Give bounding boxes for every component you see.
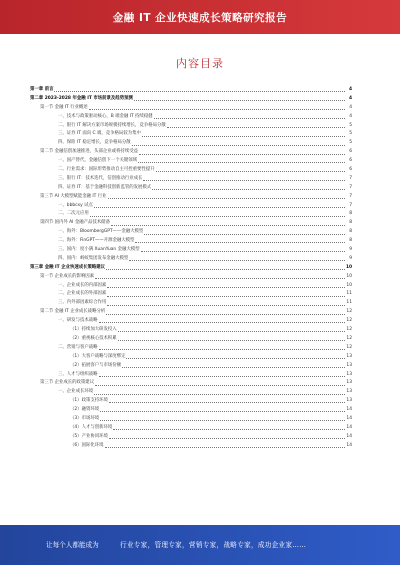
toc-entry[interactable]: [30, 148, 352, 157]
toc-entry[interactable]: [30, 424, 352, 433]
toc-dot-leader: [156, 166, 345, 172]
toc-dot-leader: [54, 86, 345, 92]
toc-entry-text: （6）国际化环境: [70, 442, 104, 448]
toc-dot-leader: [99, 344, 345, 350]
toc-page-number: 7: [349, 175, 352, 181]
toc-entry-text: 第二节 金融信创加速推进，头部企业或将持续受益: [40, 149, 138, 155]
toc-entry-text: 第四节 国内外 AI 金融产品技术储备: [40, 220, 110, 226]
toc-page-number: 10: [346, 264, 353, 270]
toc-page-number: 13: [346, 371, 352, 377]
toc-dot-leader: [154, 113, 345, 119]
toc-dot-leader: [134, 95, 345, 101]
toc-dot-leader: [100, 415, 345, 421]
toc-page-number: 5: [349, 140, 352, 146]
toc-dot-leader: [107, 299, 345, 305]
toc-entry-text: 三、内外部因素综合作用: [58, 300, 107, 306]
toc-page-number: 13: [346, 389, 352, 395]
toc-entry-text: 一、bbbcxy 试点: [58, 202, 93, 208]
toc-page-number: 13: [346, 353, 352, 359]
toc-entry[interactable]: [30, 379, 352, 388]
toc-page-number: 6: [349, 158, 352, 164]
toc-entry-text: 第二章 2023-2028 年金融 IT 市场前景及趋势预测: [30, 95, 133, 101]
toc-page-number: 4: [348, 95, 352, 101]
toc-entry-text: 二、银行 IT 解决方案市场规模持续增长，竞争格局分散: [58, 122, 166, 128]
toc-entry[interactable]: [30, 202, 352, 211]
toc-page-number: 7: [349, 193, 352, 199]
toc-dot-leader: [141, 246, 345, 252]
toc-entry[interactable]: [30, 104, 352, 113]
toc-entry[interactable]: [30, 290, 352, 299]
toc-page-number: 6: [349, 149, 352, 155]
toc-dot-leader: [152, 184, 345, 190]
toc-entry[interactable]: [30, 95, 352, 104]
toc-dot-leader: [118, 335, 345, 341]
toc-dot-leader: [109, 397, 345, 403]
toc-entry[interactable]: [30, 210, 352, 219]
toc-entry[interactable]: [30, 193, 352, 202]
toc-page-number: 14: [346, 424, 352, 430]
toc-dot-leader: [105, 442, 345, 448]
toc-page-number: 10: [346, 282, 352, 288]
toc-dot-leader: [107, 282, 345, 288]
toc-page-number: 12: [346, 318, 352, 324]
toc-entry-text: 第二节 金融 IT 企业成长战略分析: [40, 309, 106, 315]
report-header: [0, 0, 400, 34]
toc-entry[interactable]: [30, 388, 352, 397]
toc-entry[interactable]: [30, 282, 352, 291]
toc-dot-leader: [99, 371, 345, 377]
toc-entry-text: 四、国内：蚂蚁集团发布金融大模型: [58, 255, 129, 261]
toc-page-number: 4: [348, 87, 352, 92]
toc-entry[interactable]: [30, 433, 352, 442]
toc-entry[interactable]: [30, 397, 352, 406]
toc-entry-text: 一、国产替代，金融信创下一个关键领域: [58, 158, 138, 164]
toc-dot-leader: [94, 202, 345, 208]
toc-dot-leader: [108, 193, 345, 199]
toc-dot-leader: [111, 219, 345, 225]
toc-entry-text: 二、二次元应用: [58, 211, 89, 217]
toc-entry[interactable]: [30, 130, 352, 139]
toc-entry[interactable]: [30, 237, 352, 246]
toc-page-number: 14: [346, 407, 352, 413]
toc-entry[interactable]: [30, 184, 352, 193]
toc-entry-text: 三、证券 IT 面向 C 端，竞争格局较为集中: [58, 131, 141, 137]
toc-entry-text: 一、企业成长的内部因素: [58, 282, 107, 288]
toc-entry[interactable]: [30, 353, 352, 362]
toc-entry[interactable]: [30, 255, 352, 264]
toc-entry-text: （2）融资环境: [70, 407, 100, 413]
toc-entry[interactable]: [30, 415, 352, 424]
toc-dot-leader: [118, 326, 345, 332]
toc-page-number: 5: [349, 131, 352, 137]
toc-dot-leader: [129, 255, 345, 261]
toc-entry-text: 二、营销与客户战略: [58, 344, 98, 350]
toc-entry[interactable]: [30, 335, 352, 344]
toc-entry[interactable]: [30, 264, 352, 273]
toc-entry-text: （1）政策支持环境: [70, 398, 108, 404]
toc-entry[interactable]: [30, 219, 352, 228]
footer-slogan-right: 行业专家，管理专家，营销专家，战略专家，成功企业家……: [120, 541, 307, 549]
toc-dot-leader: [94, 388, 345, 394]
toc-entry-text: 三、国内：度小满 XuanYuan 金融大模型: [58, 247, 140, 253]
toc-entry-text: （5）产业协同环境: [70, 433, 108, 439]
toc-dot-leader: [113, 424, 345, 430]
toc-page-number: 12: [346, 344, 352, 350]
toc-entry-text: 第三节 AI 大模型赋能金融 IT 行业: [40, 193, 107, 199]
toc-dot-leader: [89, 104, 345, 110]
toc-dot-leader: [122, 362, 345, 368]
toc-entry[interactable]: [30, 273, 352, 282]
toc-dot-leader: [139, 148, 345, 154]
toc-page-number: 9: [349, 255, 352, 261]
toc-page-number: 11: [346, 291, 352, 297]
toc-entry-text: 一、技术与政策驱动核心，B 端金融 IT 持续稳健: [58, 113, 153, 119]
toc-entry[interactable]: [30, 362, 352, 371]
toc-page-number: 6: [349, 167, 352, 173]
toc-dot-leader: [100, 406, 345, 412]
toc-page-number: 11: [346, 300, 352, 306]
footer-banner: [0, 525, 400, 565]
toc-dot-leader: [107, 290, 345, 296]
toc-entry-text: 三、人才与组织战略: [58, 371, 98, 377]
toc-page-number: 8: [349, 220, 352, 226]
toc-dot-leader: [138, 157, 345, 163]
toc-dot-leader: [109, 433, 345, 439]
toc-dot-leader: [106, 308, 345, 314]
toc-dot-leader: [167, 122, 345, 128]
toc-heading: 内容目录: [176, 57, 224, 70]
toc-entry[interactable]: [30, 308, 352, 317]
toc-entry-text: 一、海外：BloombergGPT——金融大模型: [58, 229, 144, 235]
toc-entry[interactable]: [30, 406, 352, 415]
toc-entry-text: 四、证券 IT：基于金融科技创新监管的发展模式: [58, 184, 152, 190]
toc-entry-text: 第一节 企业成长的影响因素: [40, 273, 95, 279]
toc-dot-leader: [99, 317, 345, 323]
toc-entry[interactable]: [30, 113, 352, 122]
toc-entry-text: （2）拓展客户与市场份额: [70, 362, 122, 368]
toc-entry[interactable]: [30, 299, 352, 308]
toc-page-number: 8: [349, 211, 352, 217]
toc-entry[interactable]: [30, 246, 352, 255]
toc-page-number: 7: [349, 202, 352, 208]
table-of-contents: [30, 86, 352, 451]
toc-entry[interactable]: [30, 317, 352, 326]
toc-entry[interactable]: [30, 86, 352, 95]
toc-page-number: 13: [346, 362, 352, 368]
toc-entry[interactable]: [30, 122, 352, 131]
toc-page-number: 10: [346, 273, 352, 279]
toc-page-number: 4: [349, 113, 352, 119]
toc-entry-text: （1）大客户战略与深度绑定: [70, 353, 126, 359]
toc-page-number: 12: [346, 327, 352, 333]
toc-page-number: 13: [346, 398, 352, 404]
toc-entry-text: （2）重视核心技术积累: [70, 335, 117, 341]
toc-entry[interactable]: [30, 371, 352, 380]
toc-dot-leader: [142, 130, 345, 136]
toc-entry-text: 二、企业成长的外部因素: [58, 291, 107, 297]
toc-page-number: 14: [346, 415, 352, 421]
toc-dot-leader: [126, 353, 345, 359]
toc-dot-leader: [144, 228, 345, 234]
toc-page-number: 12: [346, 335, 352, 341]
toc-entry[interactable]: [30, 344, 352, 353]
toc-dot-leader: [95, 379, 345, 385]
toc-entry[interactable]: [30, 326, 352, 335]
toc-entry-text: 四、保险 IT 稳定增长，竞争格局分散: [58, 140, 131, 146]
toc-page-number: 7: [349, 184, 352, 190]
toc-entry[interactable]: [30, 139, 352, 148]
toc-page-number: 13: [346, 380, 352, 386]
toc-page-number: 4: [349, 104, 352, 110]
toc-dot-leader: [90, 210, 345, 216]
toc-entry-text: 第三章 金融 IT 企业快速成长策略建议: [30, 264, 106, 270]
toc-entry-text: 第一节 金融 IT 行业概述: [40, 104, 88, 110]
toc-dot-leader: [132, 139, 345, 145]
footer-slogan-left: 让每个人都能成为: [46, 541, 99, 549]
toc-entry[interactable]: [30, 228, 352, 237]
toc-entry-text: 一、研发与技术战略: [58, 318, 98, 324]
toc-entry-text: （4）人才与创新环境: [70, 424, 113, 430]
toc-dot-leader: [95, 273, 345, 279]
toc-entry-text: 第三节 企业成长的政策建议: [40, 380, 95, 386]
toc-entry-text: 二、行业需求：国际形势推动自主可控重要性提升: [58, 167, 155, 173]
toc-entry-text: 二、海外：FinGPT——开源金融大模型: [58, 238, 135, 244]
toc-entry-text: （1）持续加大研发投入: [70, 327, 117, 333]
toc-page-number: 12: [346, 309, 352, 315]
report-title: 金融 IT 企业快速成长策略研究报告: [112, 12, 288, 24]
toc-entry[interactable]: [30, 166, 352, 175]
toc-page-number: 14: [346, 442, 352, 448]
toc-dot-leader: [135, 237, 345, 243]
toc-page-number: 9: [349, 247, 352, 253]
toc-entry[interactable]: [30, 175, 352, 184]
toc-entry[interactable]: [30, 157, 352, 166]
toc-page-number: 8: [349, 229, 352, 235]
toc-dot-leader: [143, 175, 345, 181]
toc-page-number: 14: [346, 433, 352, 439]
toc-entry[interactable]: [30, 442, 352, 451]
toc-entry-text: （3）市场环境: [70, 415, 100, 421]
toc-entry-text: 一、企业成长环境: [58, 389, 94, 395]
toc-dot-leader: [106, 264, 345, 270]
toc-entry-text: 三、银行 IT：技术迭代，信创推动行业成长: [58, 175, 143, 181]
toc-page-number: 8: [349, 238, 352, 244]
toc-page-number: 5: [349, 122, 352, 128]
toc-entry-text: 第一章 前言: [30, 87, 54, 92]
